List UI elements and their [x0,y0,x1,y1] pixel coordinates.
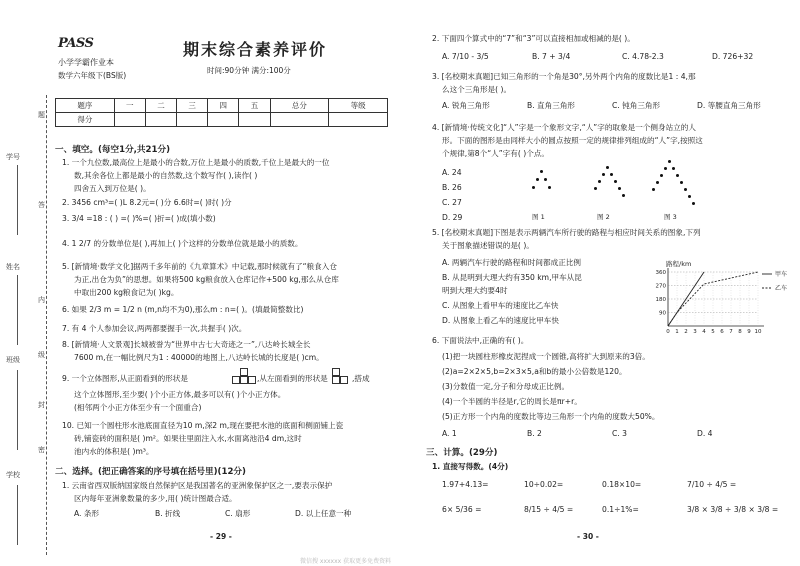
choice-6-option[interactable]: C. 3 [612,429,627,438]
question-5-line: 为正,出仓为负”的思想。如果将500 kg粮食放入仓库记作+500 kg,那么从仓库 [74,275,339,284]
binding-label: 答 [38,201,45,209]
score-input[interactable] [114,113,145,127]
dot [652,188,655,191]
pass-logo: PASS [58,36,94,51]
dot [536,178,539,181]
brand-name: 小学学霸作业本 [58,58,114,67]
binding-fill-line [17,165,18,235]
dot [656,181,659,184]
choice-2-option[interactable]: B. 7 + 3/4 [532,52,571,61]
chart-x-tick-label: 10 [754,329,762,335]
exam-meta: 时间:90分钟 满分:100分 [207,66,291,75]
score-cell: 等级 [329,99,388,113]
score-header-row [56,99,388,113]
question-9-left: ,从左面看到的形状是 [257,374,328,383]
chart-x-tick-label: 8 [738,329,742,335]
choice-2-option[interactable]: D. 726+32 [712,52,754,61]
choice-5-line: 5. [名校期末真题]下图是表示两辆汽车所行驶的路程与相应时间关系的图象,下列 [432,228,701,237]
dot [660,174,663,177]
score-cell: 四 [208,99,239,113]
question-5-line: 5. [新情境·数学文化]据两千多年前的《九章算术》中记载,那时候就有了“粮食入仓 [62,262,337,271]
question-9-line: 这个立体图形,至少要( )个小正方体,最多可以有( )个小正方体。 [74,390,286,399]
dot [688,195,691,198]
figure-label: 图 2 [597,213,610,221]
calc-item: 6× 5/36 = [442,505,482,514]
choice-1-option[interactable]: C. 扇形 [225,509,251,518]
statement: (4)一个半圆的半径是r,它的周长是πr+r。 [442,397,582,406]
score-input[interactable] [208,113,239,127]
chart-x-tick-label: 6 [720,329,724,335]
choice-1-option[interactable]: B. 折线 [155,509,181,518]
question-1-line: 1. 一个九位数,最高位上是最小的合数,万位上是最小的质数,千位上是最大的一位 [62,158,330,167]
dot [618,187,621,190]
choice-2: 2. 下面四个算式中的“7”和“3”可以直接相加或相减的是( )。 [432,34,635,43]
binding-label: 学校 [6,471,20,479]
choice-4-line: 个规律,第8个“人”字有( )个点。 [442,149,549,158]
score-cell: 得分 [56,113,115,127]
watermark: 微信搜 xxxxxx 获取更多免费资料 [300,558,392,565]
calc-item: 7/10 ÷ 4/5 = [687,480,737,489]
chart-x-tick-label: 3 [693,329,697,335]
dot [614,180,617,183]
section-calculation: 三、计算。(29分) [426,448,498,458]
figure-label: 图 1 [532,213,545,221]
choice-1-line: 区内每年亚洲象数量的多少,用( )统计图最合适。 [74,494,237,503]
choice-1-option[interactable]: A. 条形 [74,509,100,518]
score-input[interactable] [145,113,176,127]
dot [544,178,547,181]
choice-6-option[interactable]: B. 2 [527,429,542,438]
choice-3-option[interactable]: A. 锐角三角形 [442,101,490,110]
calc-subtitle: 1. 直接写得数。(4分) [432,462,509,471]
dot-figure-2 [592,166,632,210]
choice-5-option[interactable]: C. 从图象上看甲车的速度比乙车快 [442,301,559,310]
dot [598,180,601,183]
dot [668,160,671,163]
right-page [412,0,800,566]
binding-label: 题 [38,111,45,119]
chart-x-tick-label: 4 [702,329,706,335]
question-4: 4. 1 2/7 的分数单位是( ),再加上( )个这样的分数单位就是最小的质数。 [62,239,303,248]
binding-label: 级 [38,351,45,359]
choice-1-option[interactable]: D. 以上任意一种 [295,509,352,518]
choice-4-option[interactable]: C. 27 [442,198,462,207]
score-cell: 三 [177,99,208,113]
binding-label: 密 [38,446,45,454]
section-fill-in: 一、填空。(每空1分,共21分) [55,145,170,155]
question-8-line: 7600 m,在一幅比例尺为1 : 40000的地图上,八达岭长城的长度是( )cm。 [74,353,324,362]
question-9-end: ,搭成 [352,374,370,383]
binding-label: 封 [38,401,45,409]
calc-item: 3/8 × 3/8 ÷ 3/8 × 3/8 = [687,505,779,514]
chart-x-tick-label: 2 [684,329,688,335]
score-input[interactable] [329,113,388,127]
chart-y-tick-label: 180 [655,297,666,303]
choice-6-option[interactable]: D. 4 [697,429,713,438]
calc-item: 0.1÷1%= [602,505,639,514]
choice-4-line: 形。下面的图形是由同样大小的圆点按照一定的规律排列组成的“人”字,按照这 [442,136,703,145]
statement: (1)把一块圆柱形橡皮泥捏成一个圆锥,高将扩大到原来的3倍。 [442,352,650,361]
dot [692,202,695,205]
choice-4-line: 4. [新情境·传统文化]“人”字是一个象形文字,“人”字的取象是一个侧身站立的人 [432,123,696,132]
binding-label: 学号 [6,153,20,161]
choice-3-line: 3. [名校期末真题]已知三角形的一个角是30°,另外两个内角的度数比是1 : 4,那 [432,72,696,81]
chart-x-tick-label: 5 [711,329,715,335]
score-cell: 总分 [270,99,329,113]
chart-x-tick-label: 0 [666,329,670,335]
page-number: - 30 - [577,532,599,541]
choice-1-line: 1. 云南省西双版纳国家级自然保护区是我国著名的亚洲象保护区之一,要表示保护 [62,481,333,490]
score-input[interactable] [177,113,208,127]
page-title: 期末综合素养评价 [183,40,328,59]
chart-y-tick-label: 270 [655,283,666,290]
score-input[interactable] [270,113,329,127]
dot [680,181,683,184]
choice-4-option[interactable]: B. 26 [442,183,462,192]
binding-label: 姓名 [6,263,20,271]
binding-fill-line [17,370,18,450]
statement: (2)a=2×2×5,b=2×3×5,a和b的最小公倍数是120。 [442,367,627,376]
score-cell: 五 [239,99,270,113]
choice-3-line: 么这个三角形是( )。 [442,85,512,94]
choice-2-option[interactable]: A. 7/10 - 3/5 [442,52,489,61]
binding-label: 内 [38,296,45,304]
chart-x-tick-label: 7 [729,329,733,335]
figure-label: 图 3 [664,213,677,221]
choice-3-option[interactable]: D. 等腰直角三角形 [697,101,761,110]
binding-dashed-line [46,95,47,555]
dot [684,188,687,191]
chart-legend-label: 乙车 [775,285,788,292]
question-2: 2. 3456 cm³=( )L 8.2元=( )分 6.6时=( )时( )分 [62,198,232,207]
section-choice: 二、选择。(把正确答案的序号填在括号里)(12分) [55,467,246,477]
dot [676,174,679,177]
chart-x-tick-label: 9 [747,329,751,335]
calc-item: 1.97+4.13= [442,480,489,489]
choice-4-option[interactable]: D. 29 [442,213,463,222]
dot [664,167,667,170]
dot [540,170,543,173]
question-9-line: (相邻两个小正方体至少有一个面重合) [74,403,202,412]
dot [594,187,597,190]
chart-y-tick-label: 360 [655,270,666,276]
calc-item: 0.18×10= [602,480,642,489]
question-7: 7. 有 4 个人参加会议,两两都要握手一次,共握手( )次。 [62,324,247,333]
choice-5-option[interactable]: D. 从图象上看乙车的速度比甲车快 [442,316,559,325]
question-6: 6. 如果 2/3 m = 1/2 n (m,n均不为0),那么m : n=( )。(填最简整数比) [62,305,304,314]
choice-5-option[interactable]: B. 从昆明到大理大约有350 km,甲车从昆 [442,273,582,282]
dot [622,194,625,197]
score-table [55,98,388,127]
chart-legend-label: 甲车 [775,271,788,278]
chart-x-tick-label: 1 [675,329,679,335]
choice-4-option[interactable]: A. 24 [442,168,462,177]
dot [606,166,609,169]
dot [548,186,551,189]
score-cell: 一 [114,99,145,113]
binding-fill-line [17,275,18,345]
question-1-line: 四舍五入到万位是( )。 [74,184,151,193]
dot-figure-3 [652,160,702,210]
score-cell: 二 [145,99,176,113]
score-cell: 题序 [56,99,115,113]
calc-item: 8/15 ÷ 4/5 = [524,505,574,514]
dot [672,167,675,170]
question-5-line: 中取出200 kg粮食记为( )kg。 [74,288,179,297]
chart-ylabel: 路程/km [666,260,692,268]
question-8-line: 8. [新情境·人文景观]长城被誉为“世界中古七大奇迹之一”,八达岭长城全长 [62,340,311,349]
grade-label: 数学六年级下(BS版) [58,71,127,80]
question-1-line: 数,其余各位上都是最小的自然数,这个数写作( ),读作( ) [74,171,258,180]
question-10-line: 10. 已知一个圆柱形水池底面直径为10 m,深2 m,现在要把水池的底面和侧面铺上瓷 [62,421,344,430]
binding-label: 班级 [6,356,20,364]
chart-y-tick-label: 90 [659,310,666,317]
dot [532,186,535,189]
binding-fill-line [17,485,18,545]
statement: (5)正方形一个内角的度数比等边三角形一个内角的度数大50%。 [442,412,660,421]
choice-6-option[interactable]: A. 1 [442,429,457,438]
question-3: 3. 3/4 =18 : ( ) =( )%=( )折=( )成(填小数) [62,214,216,223]
dot-figure-1 [532,170,562,210]
choice-3-option[interactable]: B. 直角三角形 [527,101,576,110]
score-input[interactable] [239,113,270,127]
choice-6: 6. 下面说法中,正确的有( )。 [432,336,529,345]
dot [602,173,605,176]
score-value-row [56,113,388,127]
choice-2-option[interactable]: C. 4.78-2.3 [622,52,664,61]
choice-5-option[interactable]: A. 两辆汽车行驶的路程和时间都成正比例 [442,258,581,267]
question-9-front: 9. 一个立体图形,从正面看到的形状是 [62,374,188,383]
choice-5-option[interactable]: 明到大理大约要4时 [442,286,508,295]
choice-3-option[interactable]: C. 钝角三角形 [612,101,661,110]
statement: (3)分数值一定,分子和分母成正比例。 [442,382,570,391]
distance-time-chart [644,258,794,338]
page-number: - 29 - [210,532,232,541]
choice-5-line: 关于图象描述错误的是( )。 [442,241,534,250]
question-10-line: 池内水的体积是( )m³。 [74,447,154,456]
question-10-line: 砖,铺瓷砖的面积是( )m²。如果往里面注入水,水面离池沿4 dm,这时 [74,434,302,443]
dot [610,173,613,176]
calc-item: 10÷0.02= [524,480,564,489]
